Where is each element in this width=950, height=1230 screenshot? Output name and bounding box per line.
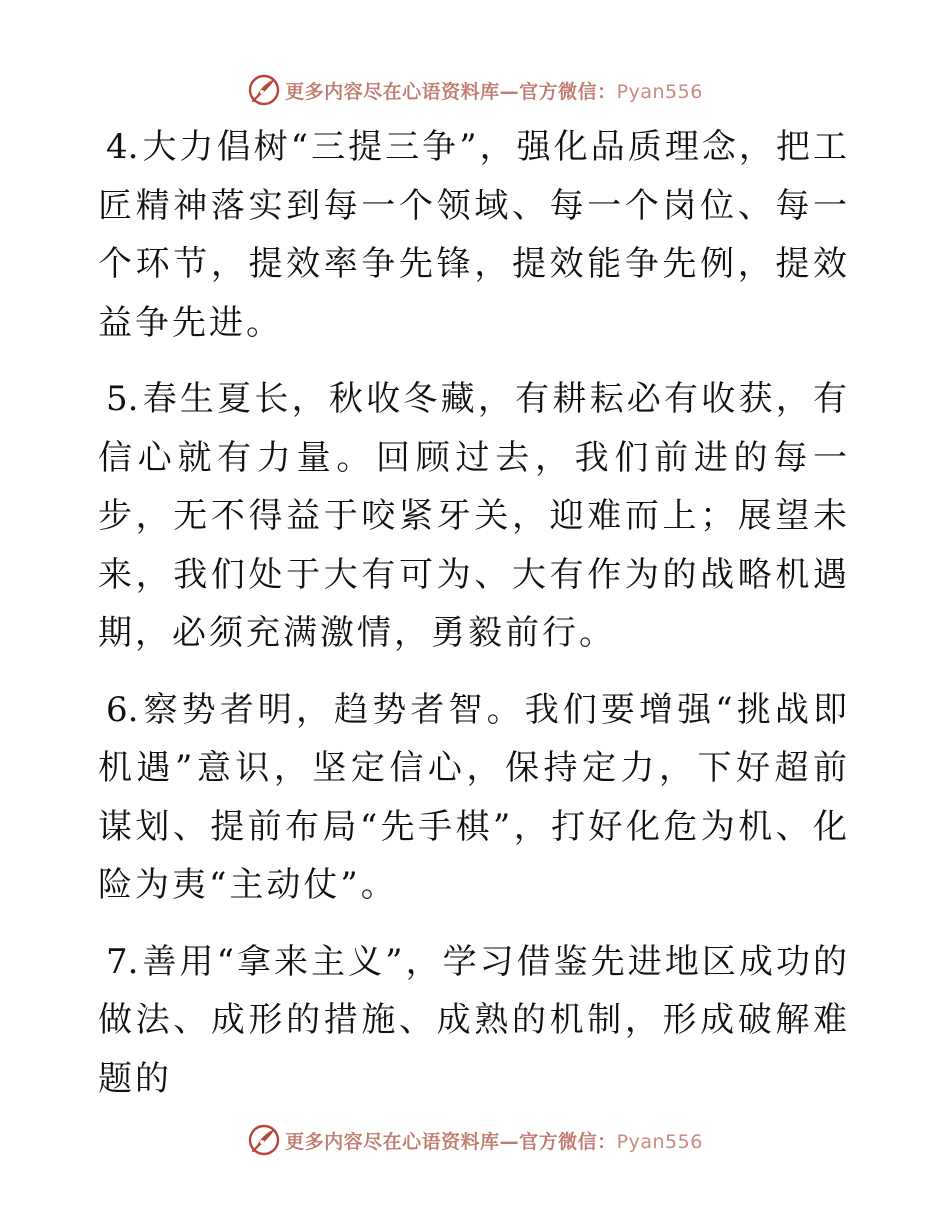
banner-text [285,1127,703,1154]
footer-banner [0,1120,950,1160]
paragraph-7 [98,933,850,1109]
banner-wechat-id: Pyan556 [616,80,703,103]
paragraph-6 [98,681,850,915]
paragraph-number: 7. [106,941,139,982]
document-body [98,118,850,1126]
banner-text-cn: 更多内容尽在心语资料库—官方微信： [285,80,617,103]
paragraph-text: 春生夏长，秋收冬藏，有耕耘必有收获，有信心就有力量。回顾过去，我们前进的每一步，无不得益于咬紧牙关，迎难而上；展望未来，我们处于大有可为、大有作为的战略机遇期，必须充满激情，勇毅前行。 [98,379,850,653]
paragraph-4 [98,118,850,352]
feather-pen-logo-icon [247,73,281,107]
header-banner [0,70,950,110]
paragraph-number: 5. [106,379,139,419]
paragraph-number: 6. [106,689,139,730]
feather-pen-logo-icon [247,1123,281,1157]
paragraph-text: 大力倡树“三提三争”，强化品质理念，把工匠精神落实到每一个领域、每一个岗位、每一个环节，提效率争先锋，提效能争先例，提效益争先进。 [98,127,850,343]
banner-wechat-id: Pyan556 [616,1130,703,1153]
paragraph-number: 4. [106,127,139,167]
paragraph-text: 察势者明，趋势者智。我们要增强“挑战即机遇”意识，坚定信心，保持定力，下好超前谋划、提前布局“先手棋”，打好化危为机、化险为夷“主动仗”。 [98,689,850,905]
paragraph-5 [98,370,850,663]
paragraph-text: 善用“拿来主义”，学习借鉴先进地区成功的做法、成形的措施、成熟的机制，形成破解难题的 [98,941,850,1099]
banner-text [285,77,703,104]
banner-text-cn: 更多内容尽在心语资料库—官方微信： [285,1130,617,1153]
